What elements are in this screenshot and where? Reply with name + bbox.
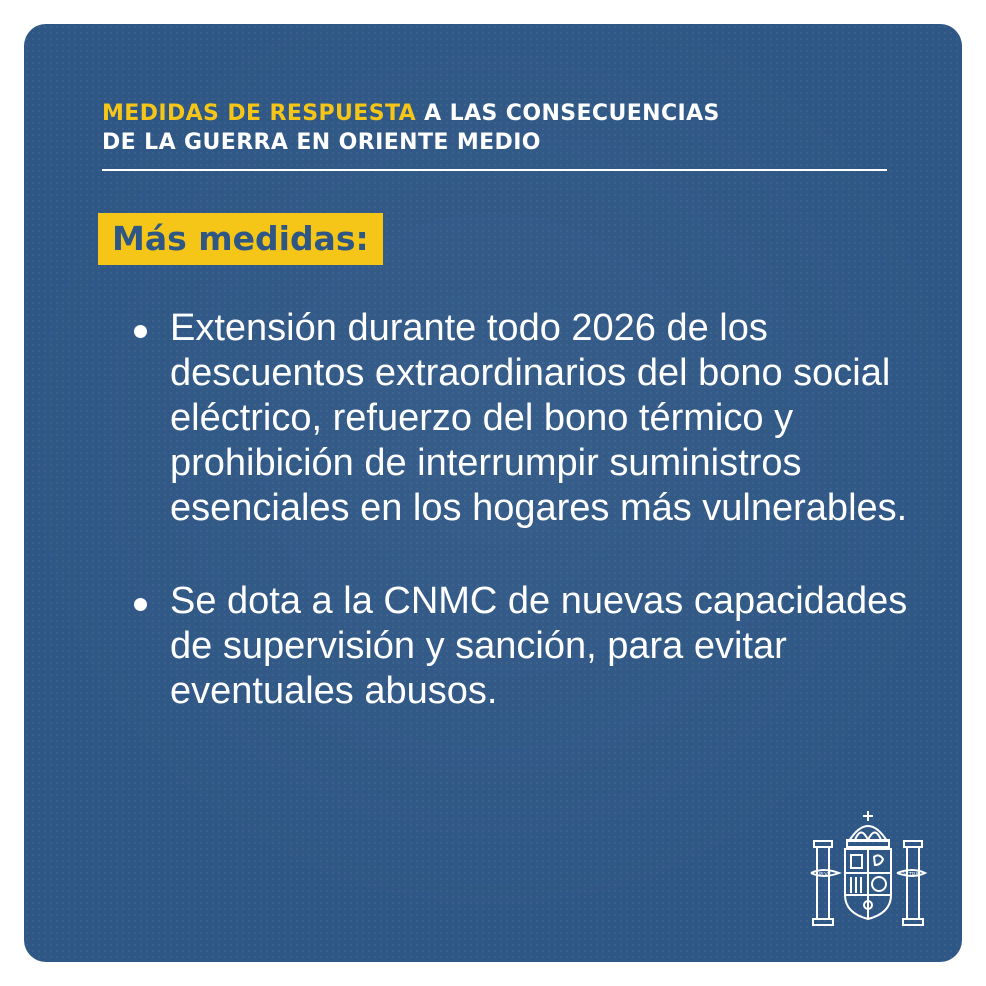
header-line-2: DE LA GUERRA EN ORIENTE MEDIO [102,130,541,155]
measures-list [134,306,914,762]
header-line-1 [102,99,882,128]
bullet-dot-icon [134,325,147,338]
list-item [134,306,914,531]
header-divider [102,169,887,171]
ribbon-left-text: PLVS [819,872,831,878]
list-item [134,579,914,714]
post-card [24,24,962,962]
header-line-1-rest: A LAS CONSECUENCIAS [416,101,720,126]
list-item-text: Extensión durante todo 2026 de los descuentos extraordinarios del bono social eléctrico, refuerzo del bono térmico y prohibición de interrumpir suministros esenciales en los hogares más vulnerables. [170,307,908,529]
bullet-dot-icon [134,598,147,611]
header-title [102,99,882,157]
coat-of-arms-icon [809,807,927,935]
list-item-text: Se dota a la CNMC de nuevas capacidades de supervisión y sanción, para evitar eventuales abusos. [170,580,908,712]
ribbon-right-text: VLTRA [903,872,919,878]
header-accent-text: MEDIDAS DE RESPUESTA [102,101,417,126]
section-tag: Más medidas: [98,213,383,265]
